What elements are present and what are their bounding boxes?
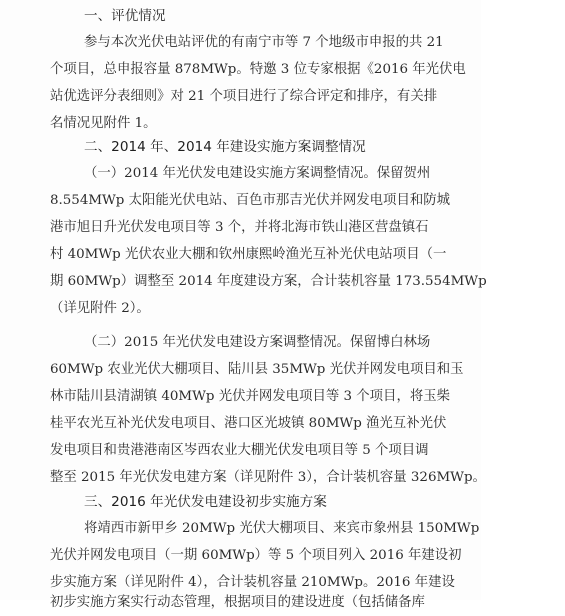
section-heading-2016-plan: 三、2016 年光伏发电建设初步实施方案 xyxy=(84,494,327,510)
paragraph-line: 将靖西市新甲乡 20MWp 光伏大棚项目、来宾市象州县 150MWp xyxy=(84,521,480,536)
paragraph-line: 名情况见附件 1。 xyxy=(50,116,157,131)
section-heading-adjustments: 二、2014 年、2014 年建设实施方案调整情况 xyxy=(84,139,366,155)
paragraph-line: 期 60MWp）调整至 2014 年度建设方案，合计装机容量 173.554MWp xyxy=(50,274,487,289)
paragraph-line: 个项目，总申报容量 878MWp。特邀 3 位专家根据《2016 年光伏电 xyxy=(50,62,466,77)
paragraph-line: 发电项目和贵港港南区岑西农业大棚光伏发电项目等 5 个项目调 xyxy=(50,443,429,458)
paragraph-line: 8.554MWp 太阳能光伏电站、百色市那吉光伏并网发电项目和防城 xyxy=(50,193,451,208)
paragraph-line: （详见附件 2）。 xyxy=(50,301,150,316)
paragraph-line: 站优选评分表细则》对 21 个项目进行了综合评定和排序，有关排 xyxy=(50,89,438,104)
paragraph-line: 步实施方案（详见附件 4），合计装机容量 210MWp。2016 年建设 xyxy=(50,575,455,590)
paragraph-line: （二）2015 年光伏发电建设方案调整情况。保留博白林场 xyxy=(84,335,431,350)
section-heading-awards: 一、评优情况 xyxy=(84,8,166,24)
paragraph-line: 村 40MWp 光伏农业大棚和钦州康熙岭渔光互补光伏电站项目（一 xyxy=(50,247,447,262)
paragraph-line: （一）2014 年光伏发电建设实施方案调整情况。保留贺州 xyxy=(84,166,431,181)
paragraph-line: 港市旭日升光伏发电项目等 3 个，并将北海市铁山港区营盘镇石 xyxy=(50,220,429,235)
paragraph-line: 整至 2015 年光伏发电建方案（详见附件 3），合计装机容量 326MWp。 xyxy=(50,470,486,485)
paragraph-line: 初步实施方案实行动态管理，根据项目的建设进度（包括储备库 xyxy=(50,595,425,610)
paragraph-line: 60MWp 农业光伏大棚项目、陆川县 35MWp 光伏并网发电项目和玉 xyxy=(50,362,464,377)
paragraph-line: 林市陆川县清湖镇 40MWp 光伏并网发电项目等 3 个项目，将玉柴 xyxy=(50,389,451,404)
paragraph-line: 光伏并网发电项目（一期 60MWp）等 5 个项目列入 2016 年建设初 xyxy=(50,548,462,563)
paragraph-line: 参与本次光伏电站评优的有南宁市等 7 个地级市申报的共 21 xyxy=(84,35,444,50)
paragraph-line: 桂平农光互补光伏发电项目、港口区光坡镇 80MWp 渔光互补光伏 xyxy=(50,416,447,431)
